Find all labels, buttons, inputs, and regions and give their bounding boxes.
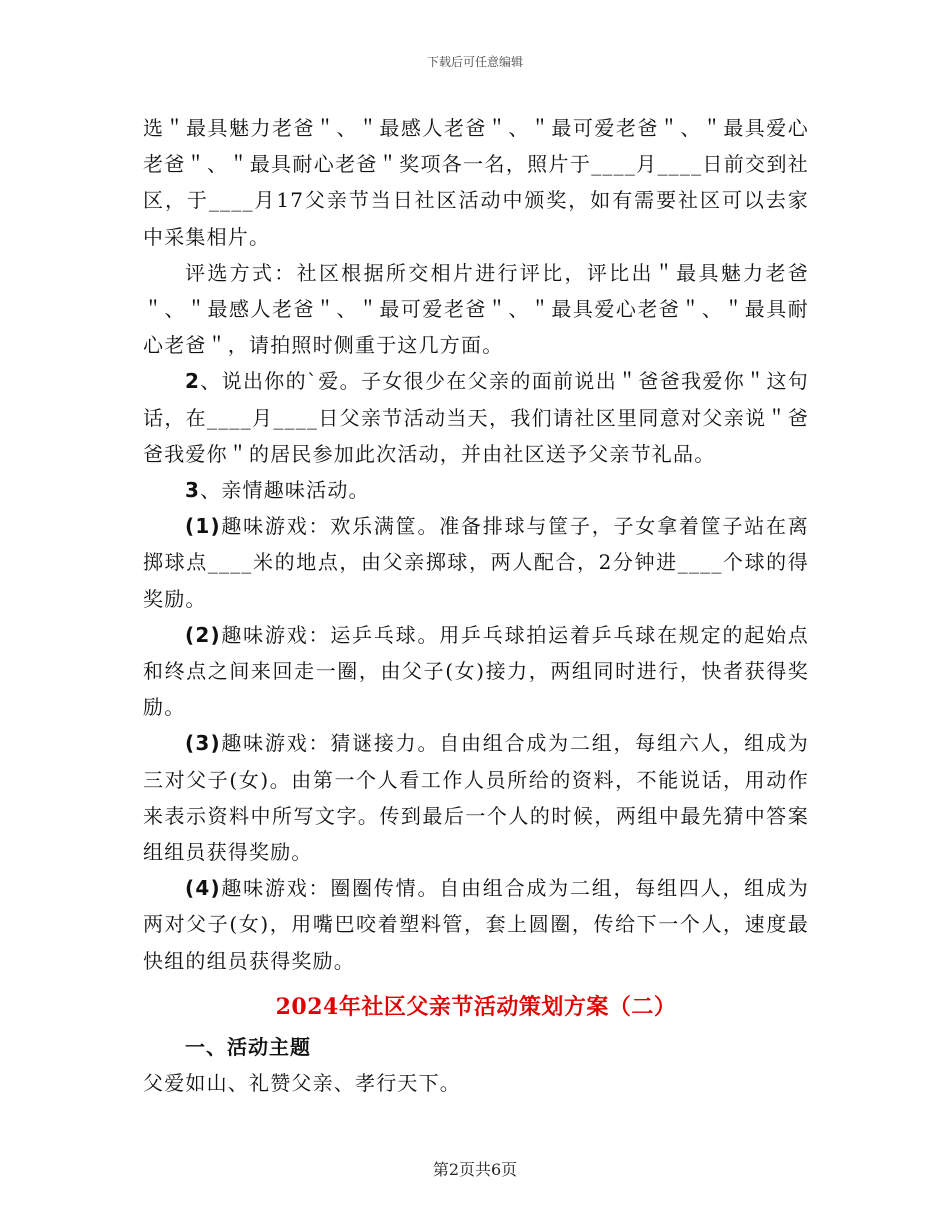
paragraph-fun-activities xyxy=(143,472,809,508)
paragraph-text: 趣味游戏：圈圈传情。自由组合成为二组，每组四人，组成为两对父子(女)，用嘴巴咬着塑料管，套上圆圈，传给下一个人，速度最快组的组员获得奖励。 xyxy=(143,876,809,973)
paragraph-text: 、说出你的`爱。子女很少在父亲的面前说出＂爸爸我爱你＂这句话，在____月____日父亲节活动当天，我们请社区里同意对父亲说＂爸爸我爱你＂的居民参加此次活动，并由社区送予父亲节礼品。 xyxy=(143,369,809,466)
paragraph-theme: 父爱如山、礼赞父亲、孝行天下。 xyxy=(143,1070,461,1095)
paragraph-game-2 xyxy=(143,617,809,726)
page-header: 下载后可任意编辑 xyxy=(426,55,523,69)
paragraph-text: 趣味游戏：猜谜接力。自由组合成为二组，每组六人，组成为三对父子(女)。由第一个人看工作人员所给的资料，不能说话，用动作来表示资料中所写文字。传到最后一个人的时候，两组中最先猜中答案组组员获得奖励。 xyxy=(143,731,809,865)
item-number: 3 xyxy=(185,478,201,503)
paragraph-award-selection: 选＂最具魅力老爸＂、＂最感人老爸＂、＂最可爱老爸＂、＂最具爱心老爸＂、＂最具耐心老爸＂奖项各一名，照片于____月____日前交到社区，于____月17父亲节当日社区活动中颁奖，如有需要社区可以去家中采集相片。 xyxy=(143,116,809,249)
section-title: 2024年社区父亲节活动策划方案（二） xyxy=(275,993,677,1020)
paragraph-game-4 xyxy=(143,870,809,979)
item-number: (3) xyxy=(185,731,221,756)
section-heading-theme: 一、活动主题 xyxy=(185,1034,311,1059)
page-footer: 第2页共6页 xyxy=(432,1160,518,1179)
paragraph-game-3 xyxy=(143,725,809,870)
paragraph-text: 趣味游戏：运乒乓球。用乒乓球拍运着乒乓球在规定的起始点和终点之间来回走一圈，由父子(女)接力，两组同时进行，快者获得奖励。 xyxy=(143,622,809,720)
paragraph-evaluation-method: 评选方式：社区根据所交相片进行评比，评比出＂最具魅力老爸＂、＂最感人老爸＂、＂最可爱老爸＂、＂最具爱心老爸＂、＂最具耐心老爸＂，请拍照时侧重于这几方面。 xyxy=(143,260,809,358)
paragraph-text: 趣味游戏：欢乐满筐。准备排球与筐子，子女拿着筐子站在离掷球点____米的地点，由父亲掷球，两人配合，2分钟进____个球的得奖励。 xyxy=(143,514,809,611)
item-number: (2) xyxy=(185,622,221,647)
document-body xyxy=(143,110,809,1101)
paragraph-say-love xyxy=(143,363,809,472)
paragraph-game-1 xyxy=(143,508,809,617)
paragraph-text: 、亲情趣味活动。 xyxy=(200,478,370,503)
item-number: (1) xyxy=(185,514,221,539)
item-number: 2 xyxy=(185,369,201,394)
item-number: (4) xyxy=(185,876,221,901)
